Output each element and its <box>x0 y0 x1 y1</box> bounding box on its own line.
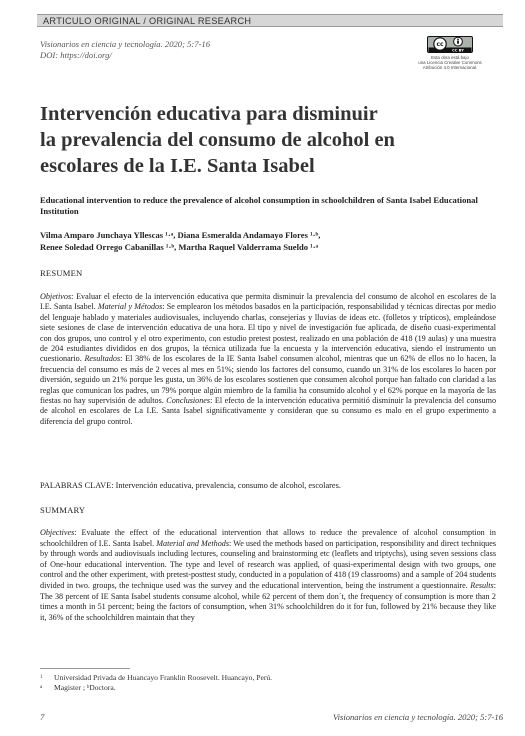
footnote-divider <box>40 668 130 669</box>
footnote-affiliation: $^1$ Universidad Privada de Huancayo Franklin Roosevelt. Huancayo, Perú. <box>40 673 273 682</box>
author-list: Vilma Amparo Junchaya Yllescas ¹·ᵃ, Diana Esmeralda Andamayo Flores ¹·ᵇ, Renee Soledad Orrego Cabanillas ¹·ᵇ, Martha Raquel Valderrama Sueldo ¹·ᵃ <box>40 230 321 252</box>
license-text: Esta obra está bajo una Licencia Creative Commons Atribución 4.0 Internacional. <box>418 55 482 70</box>
english-title: Educational intervention to reduce the prevalence of alcohol consumption in schoolchildren of Santa Isabel Educational Institution <box>40 195 478 216</box>
resumen-heading: RESUMEN <box>40 268 83 278</box>
footnote-degrees: $^a$ Magister ; ᵇDoctora. <box>40 683 116 692</box>
resumen-abstract: Objetivos: Evaluar el efecto de la intervención educativa que permita disminuir la prevalencia del consumo de alcohol en escolares de la I.E. Santa Isabel. Material y Métodos: Se emplearon los métodos basados en la participación, responsabilidad y técnicas directas por medio del lenguaje hablado y materiales audiovisuales, incluyendo charlas, consejerías y lluvias de ideas etc. (folletos y trípticos), empleándose siete sesiones de clase de intervención educativa de una hora. El tipo y nivel de investigación fue aplicada, de diseño cuasi-experimental con dos grupos, uno control y el otro experimento, con estudio pretest postest, realizado en una población de 418 (19 aulas) y una muestra de 204 estudiantes divididos en dos grupos, la técnica utilizada fue la encuesta y la intervención educativa, siendo el instrumento un cuestionario. Resultados: El 38% de los escolares de la IE Santa Isabel consumen alcohol, mientras que un 62% de ellos no lo hacen, la frecuencia del consumo es más de 2 veces al mes en 51%; siendo los factores del consumo, cuando un 31% de los escolares lo hacen por diversión, seguido un 21% porque les gusta, un 36% de los escolares sostienen que consumen alcohol porque han faltado con claridad a las reglas que comunican los padres, un 79% porque algún miembro de la familia ha consumido alcohol y el 62% porque en la mayoría de las fiestas no hay supervisión de adultos. Conclusiones: El efecto de la intervención educativa permitió disminuir la prevalencia del consumo de alcohol en escolares de La I.E. Santa Isabel significativamente y consideran que su consumo es malo en el grupo experimento a diferencia del grupo control. <box>40 292 497 426</box>
page-number: 7 <box>40 712 45 722</box>
journal-citation: Visionarios en ciencia y tecnología. 2020; 5:7-16 <box>40 39 211 49</box>
section-label: ARTICULO ORIGINAL / ORIGINAL RESEARCH <box>37 14 503 27</box>
summary-heading: SUMMARY <box>40 505 86 515</box>
cc-by-license-icon[interactable] <box>427 36 473 53</box>
license-block <box>418 36 482 70</box>
footnotes <box>40 673 480 693</box>
summary-abstract: Objectives: Evaluate the effect of the educational intervention that allows to reduce the prevalence of alcohol consumption in schoolchildren of I.E. Santa Isabel. Material and Methods: We used the methods based on participation, responsibility and direct techniques by through words and audiovisuals including lectures, counseling and brainstorming etc (leaflets and triptychs), using seven sessions class of One-hour educational intervention. The type and level of research was applied, of quasi-experimental design with two groups, one control and the other experiment, with pretest-posttest study, conducted in a population of 418 (19 classrooms) and a sample of 204 students divided in two. groups, the technique used was the survey and the educational intervention, being the instrument a questionnaire. Results: The 38 percent of IE Santa Isabel students consume alcohol, while 62 percent of them don´t, the frequency of consumption is more than 2 times a month in 51 percent; being the factors of consumption, when 31% schoolchildren do it for fun, followed by 21% because they like it, 36% of the schoolchildren maintain that they <box>40 528 496 622</box>
journal-meta <box>40 39 210 61</box>
svg-text:cc: cc <box>436 41 444 49</box>
license-badge-text: CC BY <box>452 48 464 53</box>
footer-journal: Visionarios en ciencia y tecnología. 2020; 5:7-16 <box>332 712 503 722</box>
doi-link[interactable]: DOI: https://doi.org/ <box>40 50 112 60</box>
keywords: PALABRAS CLAVE: Intervención educativa, prevalencia, consumo de alcohol, escolares. <box>40 481 341 490</box>
article-title: Intervención educativa para disminuir la prevalencia del consumo de alcohol en escolares de la I.E. Santa Isabel <box>40 103 395 177</box>
